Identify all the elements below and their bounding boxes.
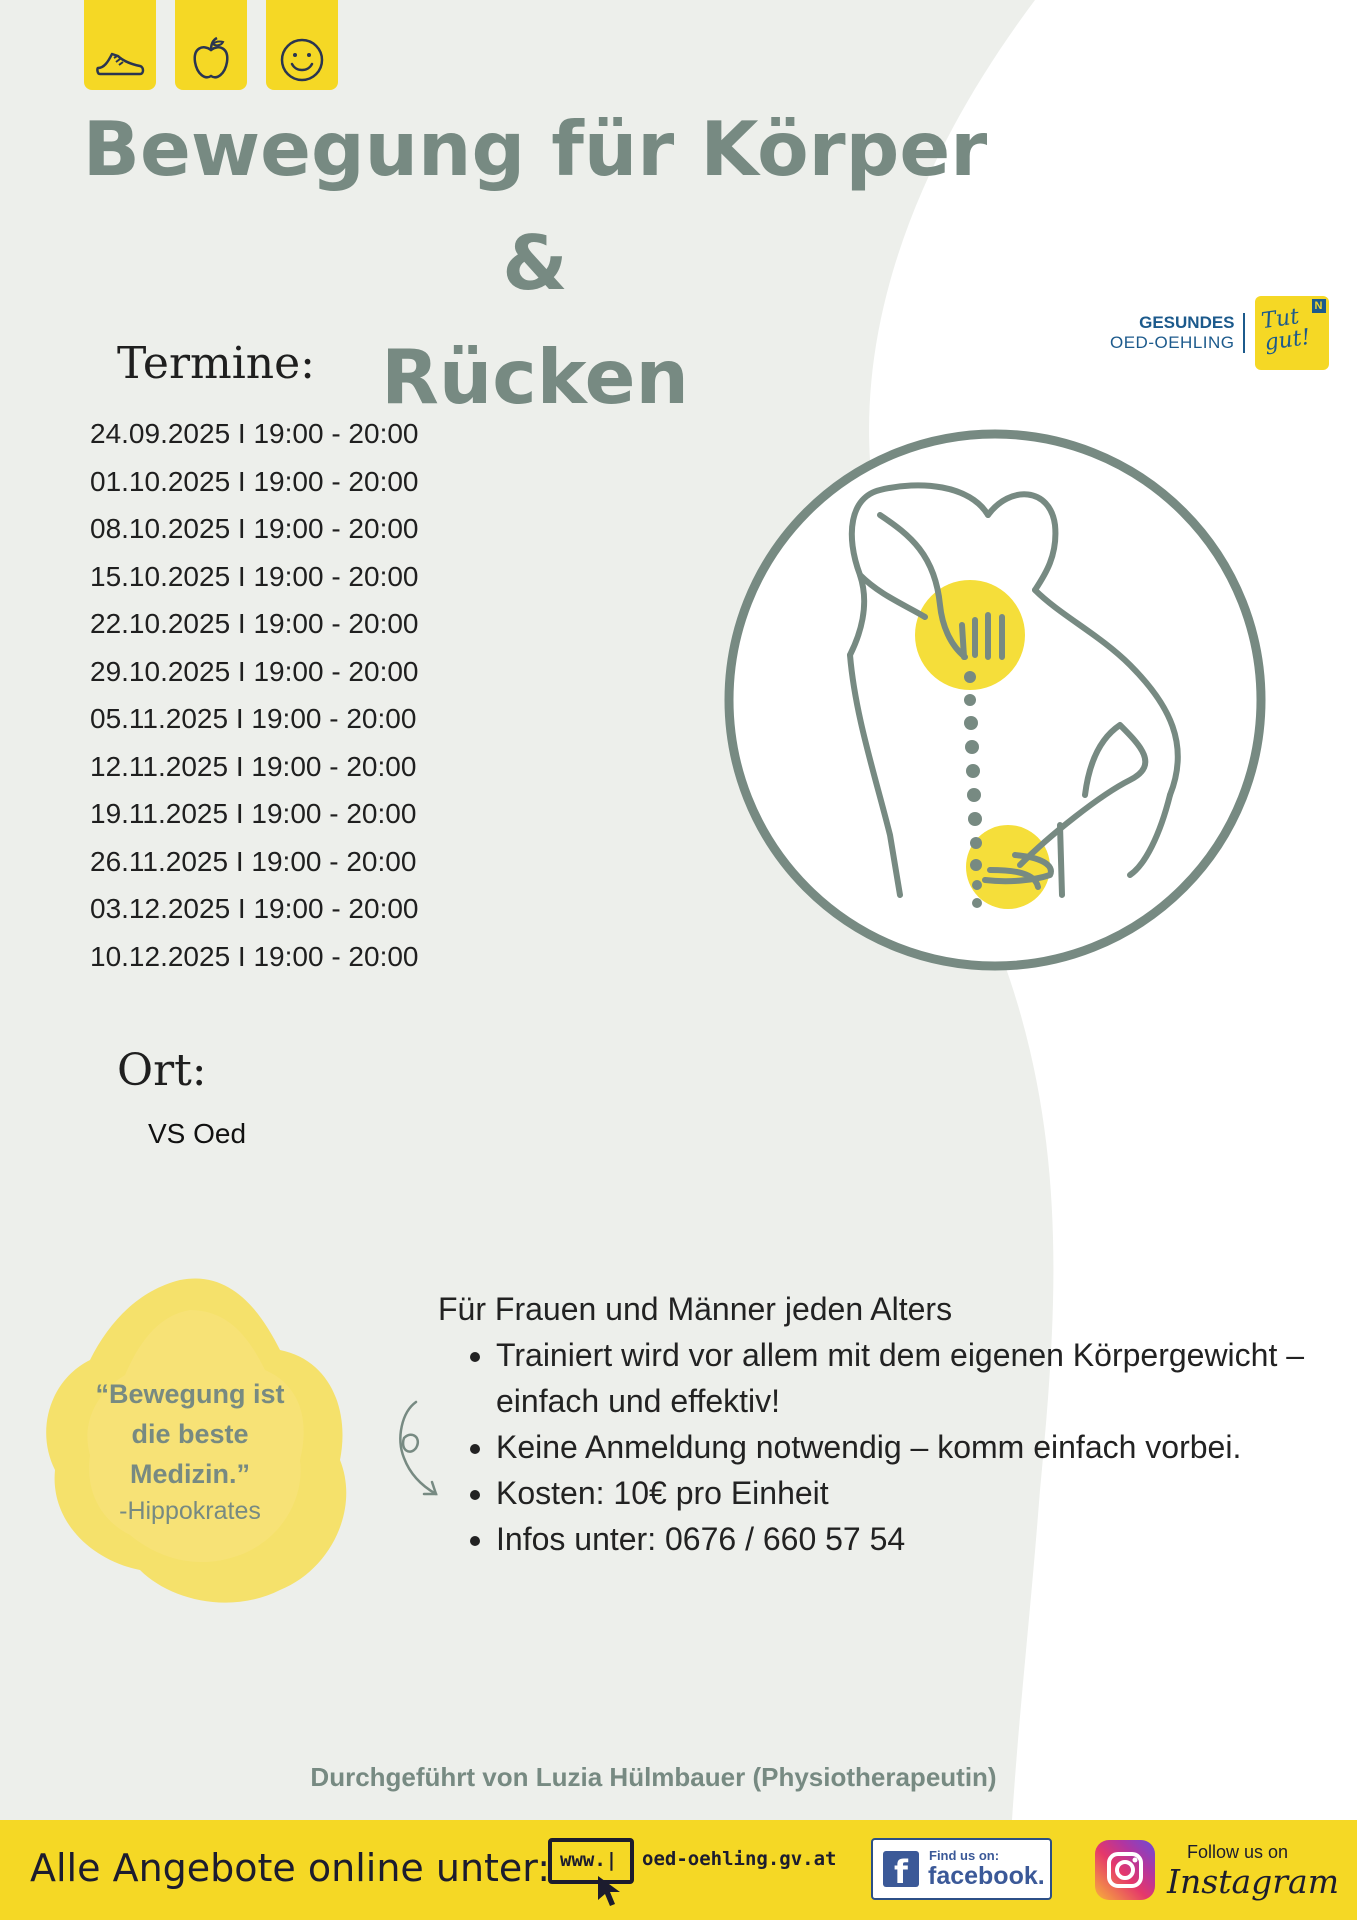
back-pain-illustration	[720, 425, 1280, 985]
date-item: 01.10.2025 I 19:00 - 20:00	[90, 465, 419, 497]
quote-text: “Bewegung ist die beste Medizin.”	[95, 1379, 285, 1489]
dates-list	[90, 410, 419, 980]
ort-heading: Ort:	[117, 1045, 207, 1096]
apple-icon	[175, 0, 247, 90]
footer-bar	[0, 1820, 1357, 1920]
shoe-icon	[84, 0, 156, 90]
website-link[interactable]: oed-oehling.gv.at	[642, 1848, 837, 1870]
logo-text	[1110, 313, 1245, 353]
logo-line-1: GESUNDES	[1139, 313, 1235, 332]
date-item: 03.12.2025 I 19:00 - 20:00	[90, 893, 419, 924]
date-item: 24.09.2025 I 19:00 - 20:00	[90, 418, 419, 449]
logo-n-mark: N	[1312, 299, 1326, 313]
info-item: • Keine Anmeldung notwendig – komm einfach vorbei.	[496, 1424, 1357, 1470]
info-item: • Kosten: 10€ pro Einheit	[496, 1470, 1357, 1516]
tut-gut-badge	[1255, 296, 1329, 370]
instagram-small-text: Follow us on	[1187, 1842, 1289, 1862]
logo-badge-text: Tut gut!	[1259, 304, 1312, 356]
instagram-big-text[interactable]: Instagram	[1167, 1862, 1340, 1901]
info-item: • Trainiert wird vor allem mit dem eigenen Körpergewicht – einfach und effektiv!	[496, 1332, 1357, 1424]
quote	[80, 1374, 300, 1528]
title-line-1: Bewegung für Körper &	[82, 105, 988, 307]
ort-value: VS Oed	[148, 1118, 247, 1149]
info-block	[438, 1286, 1357, 1562]
info-list	[438, 1332, 1357, 1562]
footer-label: Alle Angebote online unter:	[30, 1846, 551, 1890]
www-text: www.|	[560, 1849, 618, 1871]
cursor-icon	[596, 1874, 624, 1908]
date-item: 10.12.2025 I 19:00 - 20:00	[90, 940, 419, 972]
facebook-small-text: Find us on:	[929, 1848, 1000, 1863]
info-lead: Für Frauen und Männer jeden Alters	[438, 1291, 953, 1327]
date-item: 29.10.2025 I 19:00 - 20:00	[90, 655, 419, 687]
date-item: 26.11.2025 I 19:00 - 20:00	[90, 845, 417, 877]
date-item: 15.10.2025 I 19:00 - 20:00	[90, 560, 419, 592]
date-item: 08.10.2025 I 19:00 - 20:00	[90, 513, 419, 544]
date-item: 12.11.2025 I 19:00 - 20:00	[90, 750, 417, 782]
performer-credit: Durchgeführt von Luzia Hülmbauer (Physiotherapeutin)	[310, 1762, 997, 1792]
facebook-big-text: facebook.	[928, 1862, 1045, 1890]
smiley-icon	[266, 0, 338, 90]
termine-heading: Termine:	[117, 338, 315, 389]
quote-author: -Hippokrates	[119, 1497, 261, 1525]
logo-line-2: OED-OEHLING	[1110, 333, 1235, 352]
gesundes-oed-oehling-logo	[1110, 296, 1329, 370]
info-item: • Infos unter: 0676 / 660 57 54	[496, 1516, 1357, 1562]
date-item: 19.11.2025 I 19:00 - 20:00	[90, 798, 417, 829]
date-item: 05.11.2025 I 19:00 - 20:00	[90, 703, 417, 734]
curved-arrow-icon	[392, 1398, 442, 1508]
top-icons	[84, 0, 338, 90]
title-line-2: Rücken	[381, 333, 689, 421]
instagram-icon[interactable]	[1095, 1840, 1155, 1900]
facebook-badge[interactable]	[871, 1838, 1052, 1900]
date-item: 22.10.2025 I 19:00 - 20:00	[90, 608, 419, 639]
facebook-icon: f	[883, 1851, 919, 1887]
